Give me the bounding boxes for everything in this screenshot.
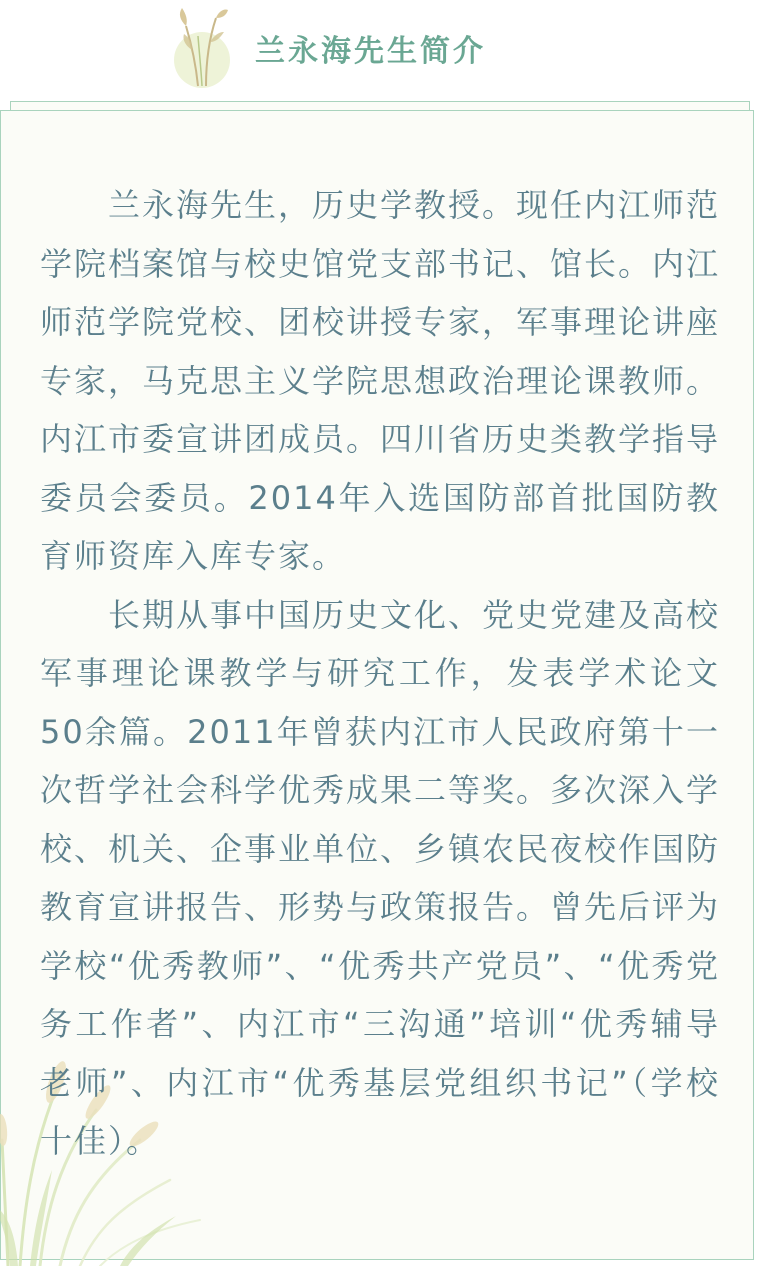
reed-grass-icon xyxy=(168,6,240,88)
page-title: 兰永海先生简介 xyxy=(255,34,486,69)
header xyxy=(0,0,760,100)
biography-text xyxy=(40,176,720,1171)
bio-paragraph-1: 兰永海先生，历史学教授。现任内江师范学院档案馆与校史馆党支部书记、馆长。内江师范学院党校、团校讲授专家，军事理论讲座专家，马克思主义学院思想政治理论课教师。内江市委宣讲团成员。四川省历史类教学指导委员会委员。2014年入选国防部首批国防教育师资库入库专家。 xyxy=(40,186,721,575)
bio-paragraph-2: 长期从事中国历史文化、党史党建及高校军事理论课教学与研究工作，发表学术论文50余篇。2011年曾获内江市人民政府第十一次哲学社会科学优秀成果二等奖。多次深入学校、机关、企事业单位、乡镇农民夜校作国防教育宣讲报告、形势与政策报告。曾先后评为学校“优秀教师”、“优秀共产党员”、“优秀党务工作者”、内江市“三沟通”培训“优秀辅导老师”、内江市“优秀基层党组织书记”（学校十佳）。 xyxy=(40,595,721,1160)
